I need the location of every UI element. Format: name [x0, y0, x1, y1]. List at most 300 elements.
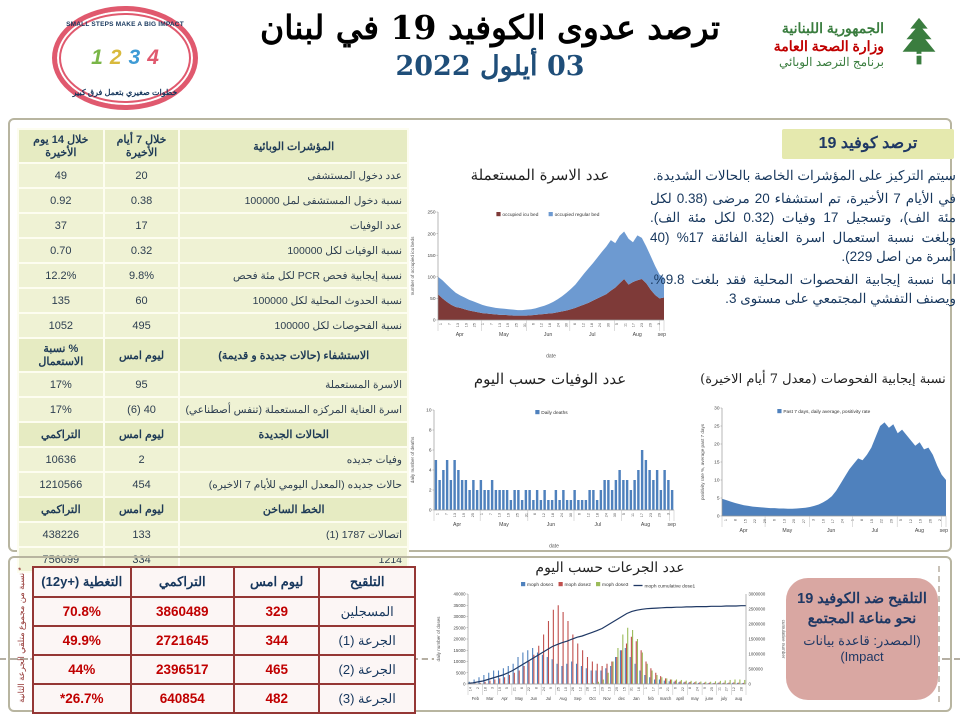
svg-text:14: 14 [468, 687, 473, 692]
indicators-cell: الاستشفاء (حالات جديدة و قديمة) [179, 338, 408, 372]
indicators-cell: 0.70 [18, 238, 104, 263]
svg-text:date: date [549, 543, 559, 550]
positivity-chart [698, 394, 956, 550]
indicators-row [18, 372, 408, 397]
svg-text:10: 10 [426, 408, 432, 414]
svg-text:11: 11 [623, 323, 628, 327]
svg-text:22: 22 [879, 519, 884, 524]
svg-text:24: 24 [541, 687, 546, 692]
cedar-icon [890, 14, 948, 76]
svg-text:31: 31 [629, 687, 634, 692]
indicators-cell: 0.32 [104, 238, 180, 263]
indicators-cell: 37 [18, 213, 104, 238]
svg-text:6: 6 [519, 687, 524, 690]
svg-text:25: 25 [514, 323, 519, 328]
vaccination-cell: الجرعة (1) [319, 626, 415, 655]
vaccination-cell: الجرعة (3) [319, 684, 415, 713]
beds-chart-title: عدد الاسرة المستعملة [470, 166, 610, 184]
svg-text:Daily deaths: Daily deaths [541, 411, 568, 417]
svg-text:17: 17 [831, 519, 835, 524]
svg-text:50: 50 [430, 297, 436, 303]
svg-text:6: 6 [573, 323, 578, 326]
svg-text:aug: aug [735, 696, 743, 701]
svg-text:18: 18 [595, 513, 600, 518]
number-2-icon: 2 [109, 46, 122, 69]
indicators-cell: التراكمي [18, 422, 104, 447]
vaccination-row [33, 684, 415, 713]
vaccination-source: (المصدر: قاعدة بيانات Impact) [803, 633, 921, 665]
indicators-cell: التراكمي [18, 497, 104, 522]
svg-text:17: 17 [639, 513, 644, 518]
svg-text:13: 13 [782, 519, 787, 524]
vaccination-table-wrap [32, 566, 416, 714]
svg-text:7: 7 [489, 323, 494, 326]
vaccination-cell: الجرعة (2) [319, 655, 415, 684]
indicators-row [18, 188, 408, 213]
svg-text:12: 12 [732, 687, 737, 692]
dashed-divider [938, 566, 940, 702]
indicators-row [18, 288, 408, 313]
main-section [8, 118, 957, 566]
indicators-cell: 0.92 [18, 188, 104, 213]
svg-text:positivity rate %, average pas: positivity rate %, average past 7 days [700, 423, 705, 501]
vaccination-table [32, 566, 416, 714]
svg-text:5: 5 [622, 513, 627, 516]
svg-text:0: 0 [748, 681, 751, 687]
svg-text:29: 29 [614, 687, 619, 692]
svg-text:35000: 35000 [453, 602, 466, 608]
svg-text:23: 23 [640, 323, 645, 328]
svg-text:29: 29 [762, 519, 767, 524]
indicators-cell: نسبة دخول المستشفى لمل 100000 [179, 188, 408, 213]
doses-chart [434, 580, 786, 710]
indicators-cell: الحالات الجديدة [179, 422, 408, 447]
indicators-table-wrap [17, 128, 409, 573]
svg-text:16: 16 [636, 687, 641, 692]
indicators-table-body [18, 129, 408, 572]
indicators-cell: نسبة إيجابية فحص PCR لكل مئة فحص [179, 263, 408, 288]
svg-text:may: may [690, 696, 699, 701]
svg-text:24: 24 [695, 687, 700, 692]
svg-text:12: 12 [586, 513, 591, 518]
indicators-cell: عدد دخول المستشفى [179, 163, 408, 188]
svg-text:9: 9 [549, 687, 554, 690]
positivity-chart-svg [698, 394, 956, 550]
deaths-chart [408, 392, 688, 550]
svg-text:13: 13 [607, 687, 612, 692]
svg-text:2: 2 [938, 519, 943, 522]
svg-text:3: 3 [666, 513, 671, 516]
svg-text:22: 22 [680, 687, 685, 692]
vaccination-cell: المسجلين [319, 597, 415, 626]
indicators-cell: 95 [104, 372, 180, 397]
svg-text:12: 12 [539, 323, 544, 328]
svg-text:May: May [782, 528, 793, 534]
indicators-cell: 20 [104, 163, 180, 188]
indicators-cell: 1052 [18, 313, 104, 338]
indicators-cell: 495 [104, 313, 180, 338]
moph-republic-line: الجمهورية اللبنانية [781, 20, 884, 36]
svg-text:3: 3 [490, 687, 495, 690]
svg-text:2: 2 [428, 488, 432, 494]
svg-text:12: 12 [578, 687, 583, 692]
svg-text:29: 29 [889, 519, 894, 524]
svg-text:15: 15 [622, 687, 627, 692]
svg-text:13: 13 [497, 323, 502, 328]
svg-text:6: 6 [533, 513, 538, 516]
svg-text:Apr: Apr [453, 522, 462, 528]
svg-text:31: 31 [522, 323, 527, 328]
report-title-block [230, 8, 750, 82]
svg-text:250: 250 [427, 210, 436, 216]
svg-text:Jun: Jun [543, 332, 553, 338]
vaccination-cell: 465 [234, 655, 319, 684]
svg-text:25: 25 [471, 513, 475, 518]
svg-text:6: 6 [531, 323, 536, 326]
svg-text:11: 11 [631, 513, 635, 517]
covid-paragraph: سيتم التركيز على المؤشرات الخاصة بالحالات الشديدة. [652, 168, 956, 183]
indicators-cell: 60 [104, 288, 180, 313]
svg-text:moph dose3: moph dose3 [602, 583, 629, 589]
vaccination-cell: 49.9% [33, 626, 131, 655]
vaccination-row [33, 626, 415, 655]
svg-text:1: 1 [439, 323, 444, 326]
page-title: ترصد عدوى الكوفيد 19 في لبنان [260, 8, 720, 47]
svg-text:date: date [546, 353, 556, 360]
svg-text:24: 24 [598, 323, 603, 328]
svg-text:30: 30 [714, 406, 720, 412]
moph-program-line: برنامج الترصد الوبائي [778, 55, 884, 69]
svg-text:2500000: 2500000 [748, 606, 766, 612]
indicators-cell: 40 (6) [104, 397, 180, 422]
svg-text:10: 10 [714, 478, 720, 484]
svg-text:0: 0 [716, 514, 720, 520]
svg-text:5000: 5000 [455, 670, 466, 676]
svg-text:500000: 500000 [748, 666, 763, 672]
svg-text:7: 7 [488, 513, 493, 516]
indicators-cell: عدد الوفيات [179, 213, 408, 238]
vaccination-cell: 26.7%* [33, 684, 131, 713]
indicators-cell: 133 [104, 522, 180, 547]
svg-text:150: 150 [427, 253, 436, 259]
svg-text:2000000: 2000000 [748, 621, 766, 627]
indicators-row [18, 163, 408, 188]
indicators-cell: المؤشرات الوبائية [179, 129, 408, 163]
indicators-cell: 12.2% [18, 263, 104, 288]
svg-text:8: 8 [733, 519, 738, 522]
svg-text:15: 15 [743, 519, 748, 524]
covid-paragraph: في الأيام 7 الأخيرة، تم استشفاء 20 مرضى (0.38 لكل مئة الف)، وتسجيل 17 وفيات (0.32 لكل مئة الف). وبلغت نسبة استعمال اسرة العناية الفائقة 17% (40 أسرة من اصل 229). [650, 190, 957, 265]
svg-text:20000: 20000 [453, 636, 466, 642]
indicators-cell: 17% [18, 397, 104, 422]
svg-text:10: 10 [821, 519, 826, 524]
campaign-logo-slogan: SMALL STEPS MAKE A BIG IMPACT [66, 21, 184, 28]
indicators-header-row [18, 129, 408, 163]
svg-text:18: 18 [548, 323, 552, 328]
vaccination-message: التلقيح ضد الكوفيد 19 نحو مناعة المجتمع [797, 591, 927, 627]
svg-text:27: 27 [801, 519, 806, 524]
indicators-cell: اسرة العناية المركزه المستعملة (تنفس أصطناعي) [179, 397, 408, 422]
vaccination-message-panel [786, 578, 938, 700]
svg-text:24: 24 [556, 323, 561, 328]
deaths-chart-svg [408, 392, 688, 550]
vaccination-row [33, 597, 415, 626]
svg-text:20: 20 [714, 442, 720, 448]
number-1-icon: 1 [91, 46, 103, 69]
svg-text:1: 1 [723, 519, 728, 522]
svg-text:Past 7 days, daily average, po: Past 7 days, daily average, positivity rate [783, 410, 871, 416]
indicators-cell: ليوم امس [104, 422, 180, 447]
svg-text:5: 5 [899, 519, 904, 522]
indicators-header-row [18, 497, 408, 522]
svg-text:18: 18 [483, 687, 488, 692]
svg-text:May: May [499, 332, 509, 338]
svg-text:6: 6 [673, 687, 678, 690]
svg-text:Jun: Jun [546, 522, 556, 528]
svg-text:40000: 40000 [453, 591, 466, 597]
indicators-cell: 2 [104, 447, 180, 472]
svg-text:1000000: 1000000 [748, 651, 766, 657]
vaccination-footnote: * نسبة من مجموع متلقي الجرعة الثانية [16, 567, 26, 703]
indicators-cell: وفيات جديده [179, 447, 408, 472]
campaign-logo [52, 6, 198, 110]
svg-text:22: 22 [527, 687, 532, 692]
indicators-cell: 0.38 [104, 188, 180, 213]
svg-text:moph dose1: moph dose1 [527, 583, 554, 589]
svg-text:28: 28 [739, 687, 744, 692]
indicators-row [18, 213, 408, 238]
svg-text:12: 12 [581, 323, 586, 328]
svg-text:15: 15 [714, 460, 720, 466]
svg-text:10000: 10000 [453, 659, 466, 665]
vaccination-header-cell: التلقيح [319, 567, 415, 597]
svg-text:19: 19 [506, 513, 511, 518]
svg-text:moph dose2: moph dose2 [564, 583, 591, 589]
vaccination-header-cell: التراكمي [131, 567, 235, 597]
svg-text:19: 19 [464, 323, 469, 328]
covid-panel-title: ترصد كوفيد 19 [782, 129, 954, 159]
svg-text:8: 8 [534, 687, 539, 690]
svg-text:25: 25 [710, 687, 715, 692]
indicators-cell: 454 [104, 472, 180, 497]
moph-logo [738, 14, 948, 76]
indicators-cell: نسبة الحدوث المحلية لكل 100000 [179, 288, 408, 313]
svg-text:30: 30 [564, 323, 569, 328]
svg-text:13: 13 [593, 687, 598, 692]
indicators-cell: الاسرة المستعملة [179, 372, 408, 397]
svg-text:6: 6 [772, 519, 777, 522]
vaccination-cell: 482 [234, 684, 319, 713]
indicators-cell: 135 [18, 288, 104, 313]
svg-text:july: july [720, 696, 728, 701]
svg-text:30: 30 [568, 513, 573, 518]
indicators-row [18, 263, 408, 288]
svg-text:Apr: Apr [739, 528, 748, 534]
svg-text:12: 12 [908, 519, 913, 524]
indicators-cell: 10636 [18, 447, 104, 472]
svg-text:30: 30 [613, 513, 618, 518]
svg-text:Apr: Apr [501, 696, 508, 701]
svg-text:Aug: Aug [559, 696, 567, 701]
svg-text:daily number of doses: daily number of doses [436, 616, 441, 662]
svg-text:Sep: Sep [574, 696, 582, 701]
doses-chart-svg [434, 580, 786, 710]
beds-chart-svg [408, 192, 672, 360]
svg-text:0: 0 [463, 681, 466, 687]
svg-text:19: 19 [506, 323, 511, 328]
svg-text:30000: 30000 [453, 614, 466, 620]
svg-text:occupied regular bed: occupied regular bed [554, 213, 600, 219]
svg-text:200: 200 [427, 232, 436, 238]
indicators-table [17, 128, 409, 573]
svg-text:Nov: Nov [603, 696, 611, 701]
vaccination-cell: 2721645 [131, 626, 235, 655]
svg-text:5: 5 [505, 687, 510, 690]
svg-text:24: 24 [604, 513, 609, 518]
svg-text:Jun: Jun [530, 696, 538, 701]
svg-text:25: 25 [472, 323, 477, 328]
svg-text:Feb: Feb [471, 696, 479, 701]
svg-text:0: 0 [428, 508, 432, 514]
indicators-row [18, 238, 408, 263]
svg-text:8: 8 [688, 687, 693, 690]
indicators-cell: % نسبة الاستعمال [18, 338, 104, 372]
svg-text:cumulative number: cumulative number [781, 619, 786, 659]
svg-text:18: 18 [551, 513, 555, 518]
svg-text:20: 20 [792, 519, 797, 524]
indicators-cell: الخط الساخن [179, 497, 408, 522]
svg-text:1: 1 [481, 323, 486, 326]
svg-text:occupied icu bed: occupied icu bed [502, 213, 539, 219]
svg-text:Aug: Aug [640, 522, 651, 528]
svg-text:31: 31 [524, 513, 529, 518]
vaccination-cell: 640854 [131, 684, 235, 713]
svg-text:6: 6 [428, 448, 432, 454]
campaign-logo-numbers [91, 46, 159, 70]
covid-panel-text [650, 166, 956, 312]
svg-text:May: May [499, 522, 509, 528]
indicators-cell: 1210566 [18, 472, 104, 497]
svg-text:Aug: Aug [632, 332, 642, 338]
svg-text:18: 18 [589, 323, 594, 328]
svg-text:15000: 15000 [453, 647, 466, 653]
vaccination-cell: 44% [33, 655, 131, 684]
svg-text:8: 8 [428, 428, 432, 434]
svg-text:Jul: Jul [871, 528, 879, 534]
vaccination-cell: 2396517 [131, 655, 235, 684]
svg-text:feb: feb [647, 696, 654, 701]
svg-text:17: 17 [651, 687, 656, 692]
indicators-header-row [18, 422, 408, 447]
svg-text:Mar: Mar [486, 696, 494, 701]
covid-paragraph: اما نسبة إيجابية الفحصوات المحلية فقد بلغت 9.8%. ويصنف التفشي المجتمعي على مستوى 3. [650, 271, 956, 307]
vaccination-cell: 344 [234, 626, 319, 655]
svg-text:17: 17 [631, 323, 636, 328]
indicators-header-row [18, 338, 408, 372]
vaccination-cell: 70.8% [33, 597, 131, 626]
indicators-cell: 49 [18, 163, 104, 188]
indicators-cell: 17 [104, 213, 180, 238]
beds-chart [408, 192, 672, 360]
svg-text:7: 7 [447, 323, 452, 326]
vaccination-section [8, 556, 952, 712]
svg-text:13: 13 [453, 513, 458, 518]
indicators-cell: 334 [104, 547, 180, 572]
svg-text:Aug: Aug [914, 528, 925, 534]
indicators-cell: نسبة الوفيات لكل 100000 [179, 238, 408, 263]
vaccination-header-cell: ليوم امس [234, 567, 319, 597]
svg-text:5: 5 [614, 323, 619, 326]
moph-logo-text [774, 20, 884, 70]
vaccination-header-cell: التغطية (+12y) [33, 567, 131, 597]
vaccination-row [33, 655, 415, 684]
svg-text:25: 25 [515, 513, 520, 518]
svg-text:22: 22 [753, 519, 758, 524]
indicators-cell: نسبة الفحوصات لكل 100000 [179, 313, 408, 338]
svg-text:19: 19 [462, 513, 467, 518]
svg-text:moph cumulative dose1: moph cumulative dose1 [644, 584, 696, 590]
svg-text:6: 6 [577, 513, 582, 516]
svg-text:11: 11 [717, 687, 722, 691]
svg-text:8: 8 [860, 519, 865, 522]
svg-text:25000: 25000 [453, 625, 466, 631]
campaign-logo-arabic-slogan: خطوات صغيري بتعمل فرق كبير [72, 88, 178, 97]
vaccination-table-body [33, 567, 415, 713]
svg-text:daily number of deaths: daily number of deaths [410, 436, 415, 484]
svg-text:21: 21 [666, 687, 671, 692]
svg-text:4: 4 [428, 468, 432, 474]
svg-text:19: 19 [497, 687, 502, 692]
svg-text:9: 9 [702, 687, 707, 690]
svg-text:Jun: Jun [826, 528, 836, 534]
svg-text:10: 10 [563, 687, 568, 692]
svg-text:1500000: 1500000 [748, 636, 766, 642]
svg-text:1: 1 [435, 513, 440, 516]
svg-text:5: 5 [716, 496, 720, 502]
svg-text:12: 12 [542, 513, 547, 518]
svg-text:5: 5 [658, 687, 663, 690]
moph-ministry-line: وزارة الصحة العامة [773, 37, 884, 54]
svg-text:30: 30 [606, 323, 611, 328]
indicators-cell: 1214 [179, 547, 408, 572]
indicators-cell: 438226 [18, 522, 104, 547]
doses-chart-title: عدد الجرعات حسب اليوم [535, 560, 685, 576]
svg-text:march: march [659, 696, 672, 701]
indicators-cell: خلال 14 يوم الأخيرة [18, 129, 104, 163]
svg-text:29: 29 [600, 687, 605, 692]
svg-text:15: 15 [869, 519, 874, 524]
svg-text:0: 0 [432, 318, 436, 324]
svg-text:100: 100 [427, 275, 436, 281]
svg-text:19: 19 [918, 519, 923, 524]
svg-text:sep: sep [657, 332, 667, 338]
indicators-cell: حالات جديده (المعدل اليومي للأيام 7 الاخيره) [179, 472, 408, 497]
svg-text:13: 13 [455, 323, 460, 328]
vaccination-cell: 3860489 [131, 597, 235, 626]
svg-text:25: 25 [556, 687, 561, 692]
vaccination-header-row [33, 567, 415, 597]
svg-text:sep: sep [939, 528, 949, 534]
number-4-icon: 4 [147, 46, 159, 69]
svg-text:Jul: Jul [588, 332, 596, 338]
svg-text:21: 21 [512, 687, 517, 692]
svg-text:7: 7 [444, 513, 449, 516]
vaccination-cell: 329 [234, 597, 319, 626]
svg-text:26: 26 [928, 519, 933, 524]
indicators-row [18, 472, 408, 497]
indicators-row [18, 522, 408, 547]
report-date: 03 أيلول 2022 [395, 51, 585, 82]
